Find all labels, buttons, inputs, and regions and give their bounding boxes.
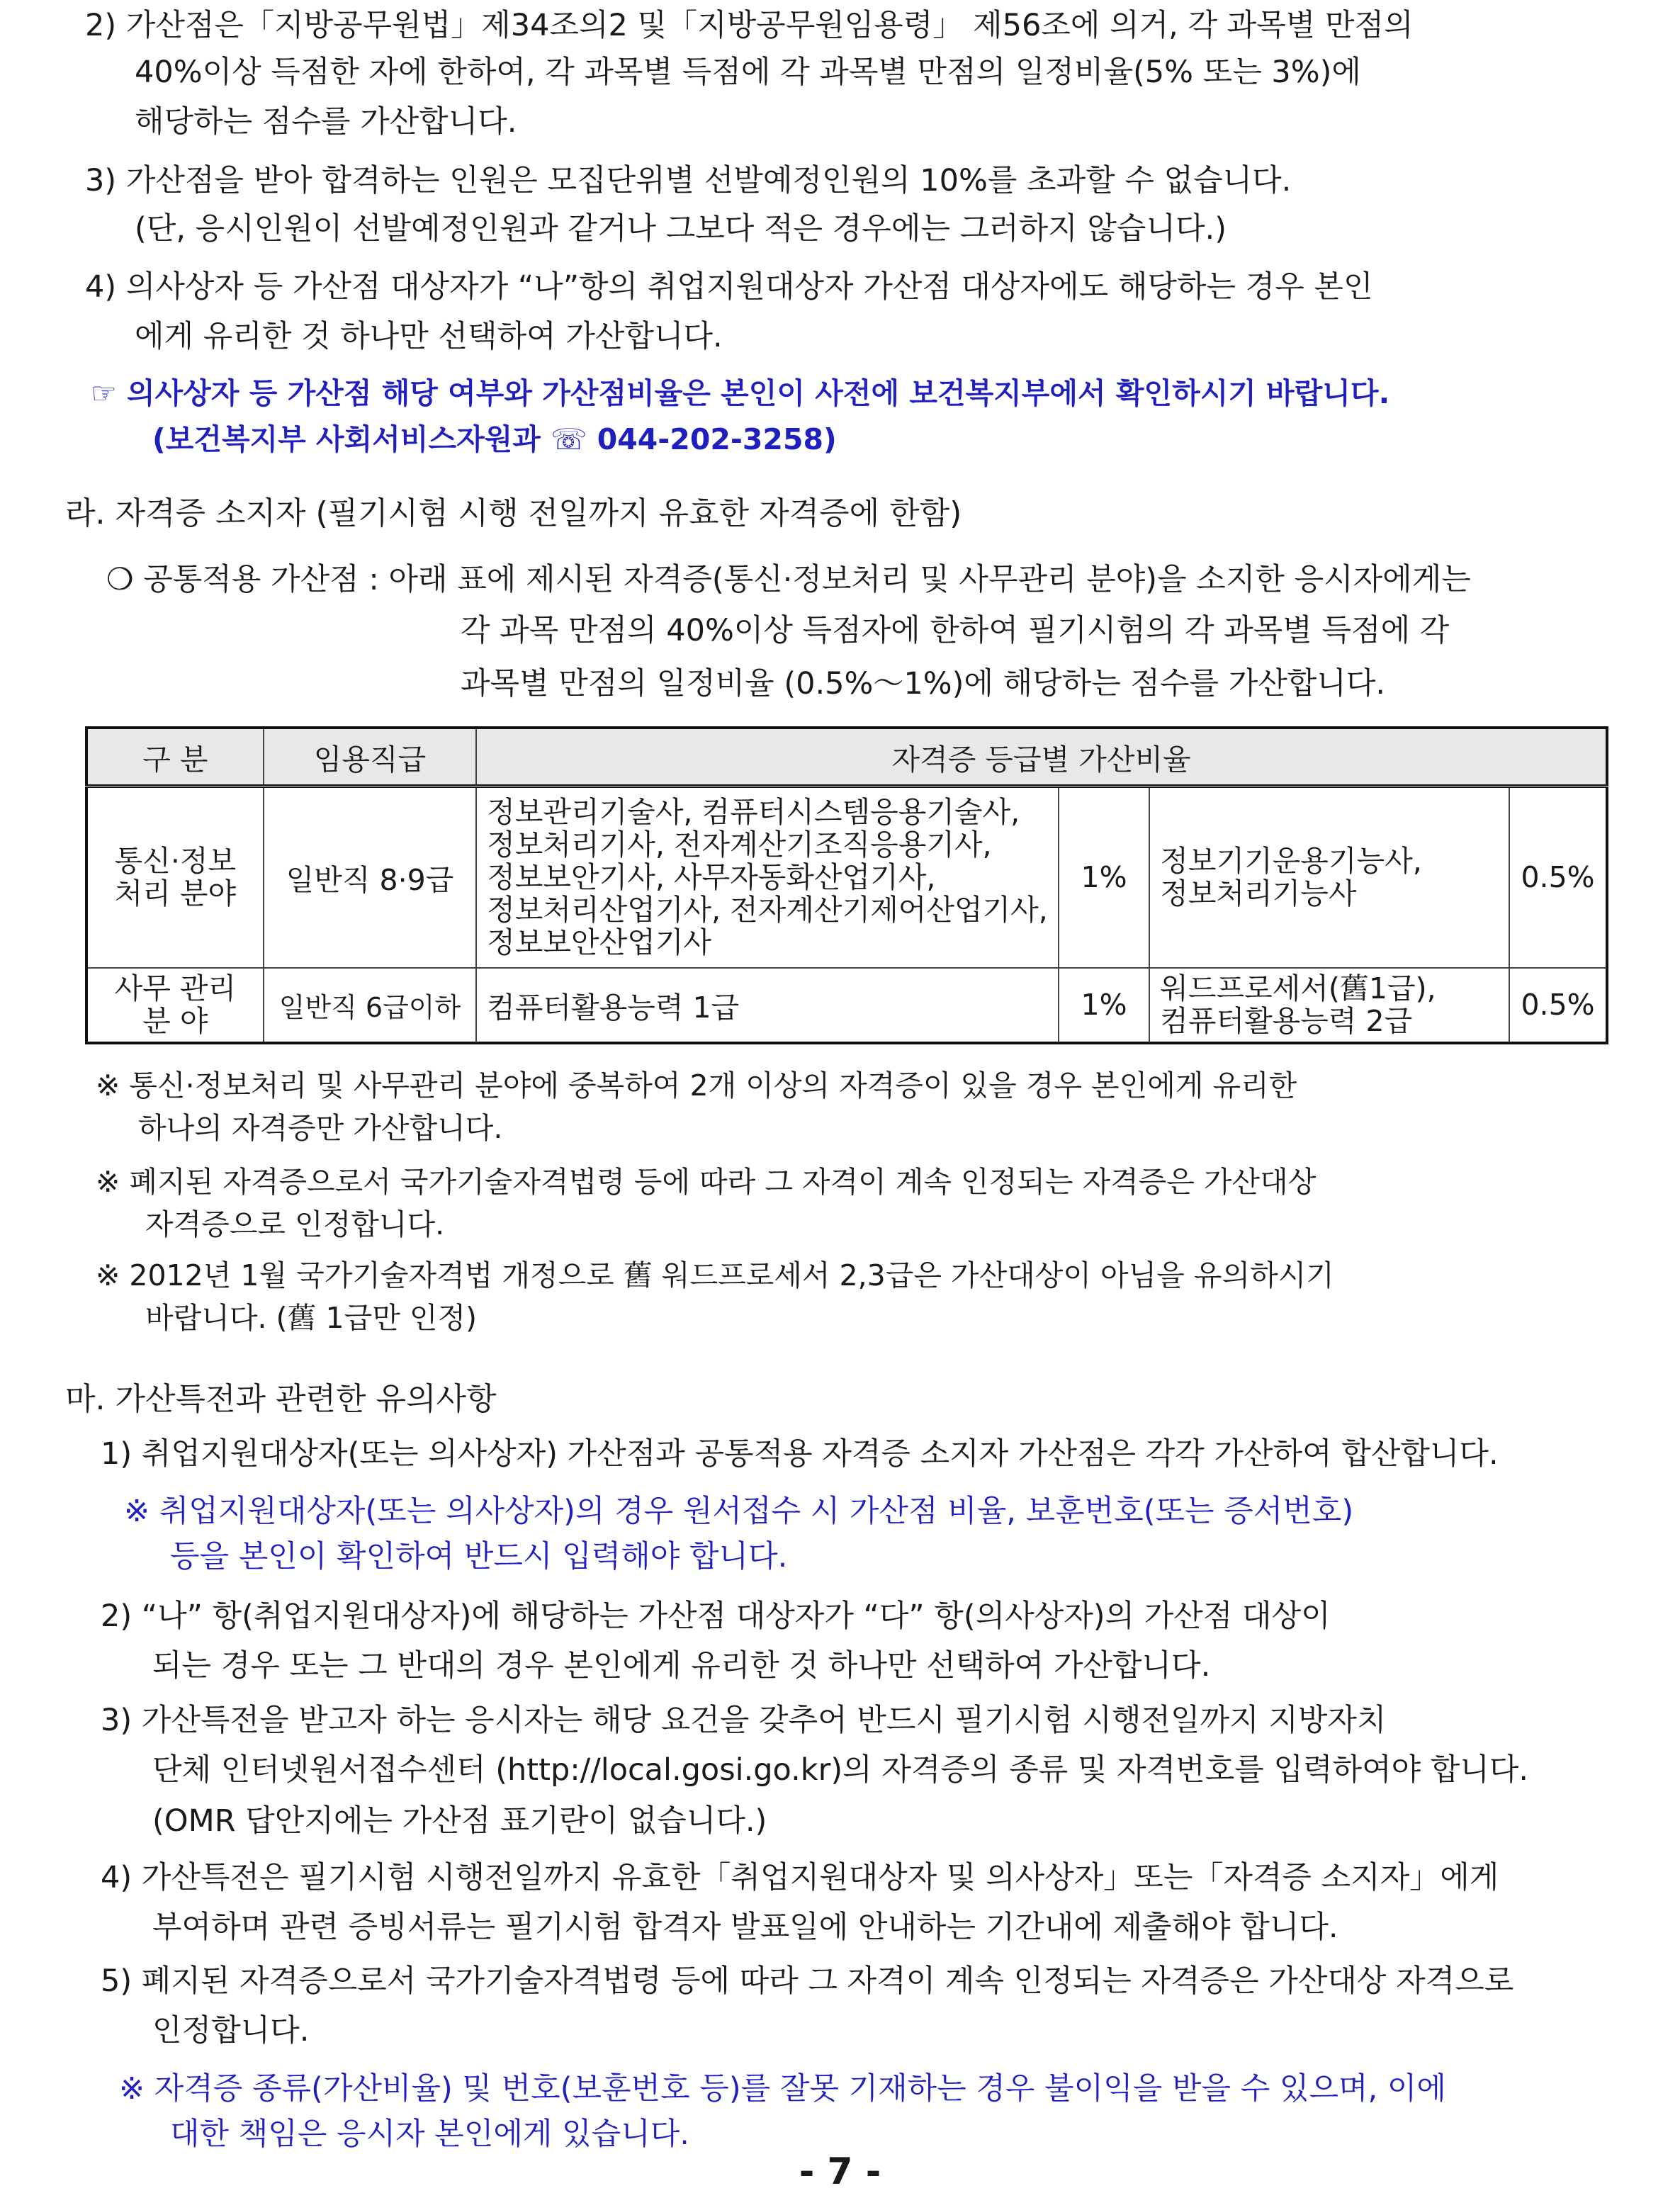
certs-office-high: 컴퓨터활용능력 1급 — [476, 968, 1059, 1043]
cert-line: 정보처리기사, 전자계산기조직응용기사, — [487, 828, 992, 862]
item-3-line-2: (단, 응시인원이 선발예정인원과 같거나 그보다 적은 경우에는 그러하지 않습니다.) — [135, 211, 1227, 247]
header-rate: 자격증 등급별 가산비율 — [476, 728, 1607, 787]
grade-office: 일반직 6급이하 — [264, 968, 476, 1043]
common-bonus-line-2: 각 과목 만점의 40%이상 득점자에 한하여 필기시험의 각 과목별 득점에 각 — [461, 613, 1450, 648]
cert-line: 워드프로세서(舊1급), — [1160, 971, 1436, 1005]
item-3-line-1: 3) 가산점을 받아 합격하는 인원은 모집단위별 선발예정인원의 10%를 초과할 수 없습니다. — [85, 163, 1292, 198]
field-it — [86, 787, 264, 968]
ma-item-5-line-1: 5) 폐지된 자격증으로서 국가기술자격법령 등에 따라 그 자격이 계속 인정되는 자격증은 가산대상 자격으로 — [101, 1963, 1514, 1999]
item-4-line-2: 에게 유리한 것 하나만 선택하여 가산합니다. — [135, 319, 723, 354]
ma-item-1-note-line-1: ※ 취업지원대상자(또는 의사상자)의 경우 원서접수 시 가산점 비율, 보훈번호(또는 증서번호) — [124, 1494, 1354, 1529]
note-1-line-1: ※ 통신·정보처리 및 사무관리 분야에 중복하여 2개 이상의 자격증이 있을 경우 본인에게 유리한 — [96, 1069, 1297, 1103]
cert-line: 정보보안기사, 사무자동화산업기사, — [487, 860, 936, 895]
rate-it-low: 0.5% — [1509, 787, 1607, 968]
ma-item-1-note-line-2: 등을 본인이 확인하여 반드시 입력해야 합니다. — [170, 1539, 788, 1574]
mohw-notice-line-1: ☞ 의사상자 등 가산점 해당 여부와 가산점비율은 본인이 사전에 보건복지부에서 확인하시기 바랍니다. — [91, 376, 1390, 410]
mohw-notice-line-2: (보건복지부 사회서비스자원과 ☏ 044-202-3258) — [152, 422, 837, 456]
ma-item-3-line-2: 단체 인터넷원서접수센터 (http://local.gosi.go.kr)의 자격증의 종류 및 자격번호를 입력하여야 합니다. — [152, 1752, 1529, 1788]
ma-item-3-line-3: (OMR 답안지에는 가산점 표기란이 없습니다.) — [152, 1803, 767, 1839]
grade-it: 일반직 8·9급 — [264, 787, 476, 968]
rate-it-high: 1% — [1059, 787, 1149, 968]
cert-line: 정보보안산업기사 — [487, 925, 712, 960]
field-office-line-1: 사무 관리 — [114, 971, 237, 1005]
rate-office-high: 1% — [1059, 968, 1149, 1043]
ma-item-5-line-2: 인정합니다. — [152, 2013, 310, 2048]
ma-item-2-line-1: 2) “나” 항(취업지원대상자)에 해당하는 가산점 대상자가 “다” 항(의사상자)의 가산점 대상이 — [101, 1599, 1331, 1634]
ma-item-4-line-1: 4) 가산특전은 필기시험 시행전일까지 유효한「취업지원대상자 및 의사상자」또는「자격증 소지자」에게 — [101, 1860, 1499, 1895]
ma-item-1: 1) 취업지원대상자(또는 의사상자) 가산점과 공통적용 자격증 소지자 가산점은 각각 가산하여 합산합니다. — [101, 1436, 1499, 1472]
certs-it-low — [1149, 787, 1509, 968]
final-note-line-2: 대한 책임은 응시자 본인에게 있습니다. — [170, 2116, 689, 2152]
item-2-line-3: 해당하는 점수를 가산합니다. — [135, 104, 517, 140]
rate-office-low: 0.5% — [1509, 968, 1607, 1043]
final-note-line-1: ※ 자격증 종류(가산비율) 및 번호(보훈번호 등)를 잘못 기재하는 경우 불이익을 받을 수 있으며, 이에 — [119, 2071, 1446, 2107]
note-1-line-2: 하나의 자격증만 가산합니다. — [138, 1111, 503, 1145]
note-2-line-2: 자격증으로 인정합니다. — [145, 1207, 445, 1241]
table-header-row — [86, 728, 1607, 787]
field-office-line-2: 분 야 — [142, 1004, 208, 1038]
field-it-line-1: 통신·정보 — [114, 844, 237, 879]
note-3-line-2: 바랍니다. (舊 1급만 인정) — [145, 1301, 478, 1335]
section-ma-title: 마. 가산특전과 관련한 유의사항 — [65, 1381, 497, 1417]
cert-line: 정보기기운용기능사, — [1160, 844, 1422, 879]
certification-bonus-table — [85, 726, 1608, 1044]
item-2-line-1: 2) 가산점은「지방공무원법」제34조의2 및「지방공무원임용령」 제56조에 의거, 각 과목별 만점의 — [85, 8, 1414, 43]
certs-office-low — [1149, 968, 1509, 1043]
certs-it-high — [476, 787, 1059, 968]
common-bonus-line-1: ❍ 공통적용 가산점 : 아래 표에 제시된 자격증(통신·정보처리 및 사무관리 분야)을 소지한 응시자에게는 — [106, 562, 1471, 597]
page-number: - 7 - — [799, 2150, 881, 2193]
ma-item-4-line-2: 부여하며 관련 증빙서류는 필기시험 합격자 발표일에 안내하는 기간내에 제출해야 합니다. — [152, 1910, 1338, 1945]
cert-line: 정보관리기술사, 컴퓨터시스템응용기술사, — [487, 795, 1020, 830]
item-2-line-2: 40%이상 득점한 자에 한하여, 각 과목별 득점에 각 과목별 만점의 일정비율(5% 또는 3%)에 — [135, 55, 1361, 90]
note-2-line-1: ※ 폐지된 자격증으로서 국가기술자격법령 등에 따라 그 자격이 계속 인정되는 자격증은 가산대상 — [96, 1165, 1317, 1199]
table-row — [86, 787, 1607, 968]
note-3-line-1: ※ 2012년 1월 국가기술자격법 개정으로 舊 워드프로세서 2,3급은 가산대상이 아님을 유의하시기 — [96, 1258, 1334, 1292]
cert-line: 정보처리산업기사, 전자계산기제어산업기사, — [487, 893, 1048, 928]
header-grade: 임용직급 — [264, 728, 476, 787]
header-category: 구 분 — [86, 728, 264, 787]
common-bonus-line-3: 과목별 만점의 일정비율 (0.5%～1%)에 해당하는 점수를 가산합니다. — [461, 666, 1386, 701]
field-it-line-2: 처리 분야 — [114, 876, 237, 911]
table-row — [86, 968, 1607, 1043]
cert-line: 컴퓨터활용능력 2급 — [1160, 1004, 1413, 1038]
section-ra-title: 라. 자격증 소지자 (필기시험 시행 전일까지 유효한 자격증에 한함) — [65, 495, 962, 531]
field-office — [86, 968, 264, 1043]
ma-item-3-line-1: 3) 가산특전을 받고자 하는 응시자는 해당 요건을 갖추어 반드시 필기시험 시행전일까지 지방자치 — [101, 1703, 1387, 1738]
cert-line: 정보처리기능사 — [1160, 876, 1357, 911]
ma-item-2-line-2: 되는 경우 또는 그 반대의 경우 본인에게 유리한 것 하나만 선택하여 가산합니다. — [152, 1648, 1211, 1684]
item-4-line-1: 4) 의사상자 등 가산점 대상자가 “나”항의 취업지원대상자 가산점 대상자에도 해당하는 경우 본인 — [85, 269, 1373, 305]
